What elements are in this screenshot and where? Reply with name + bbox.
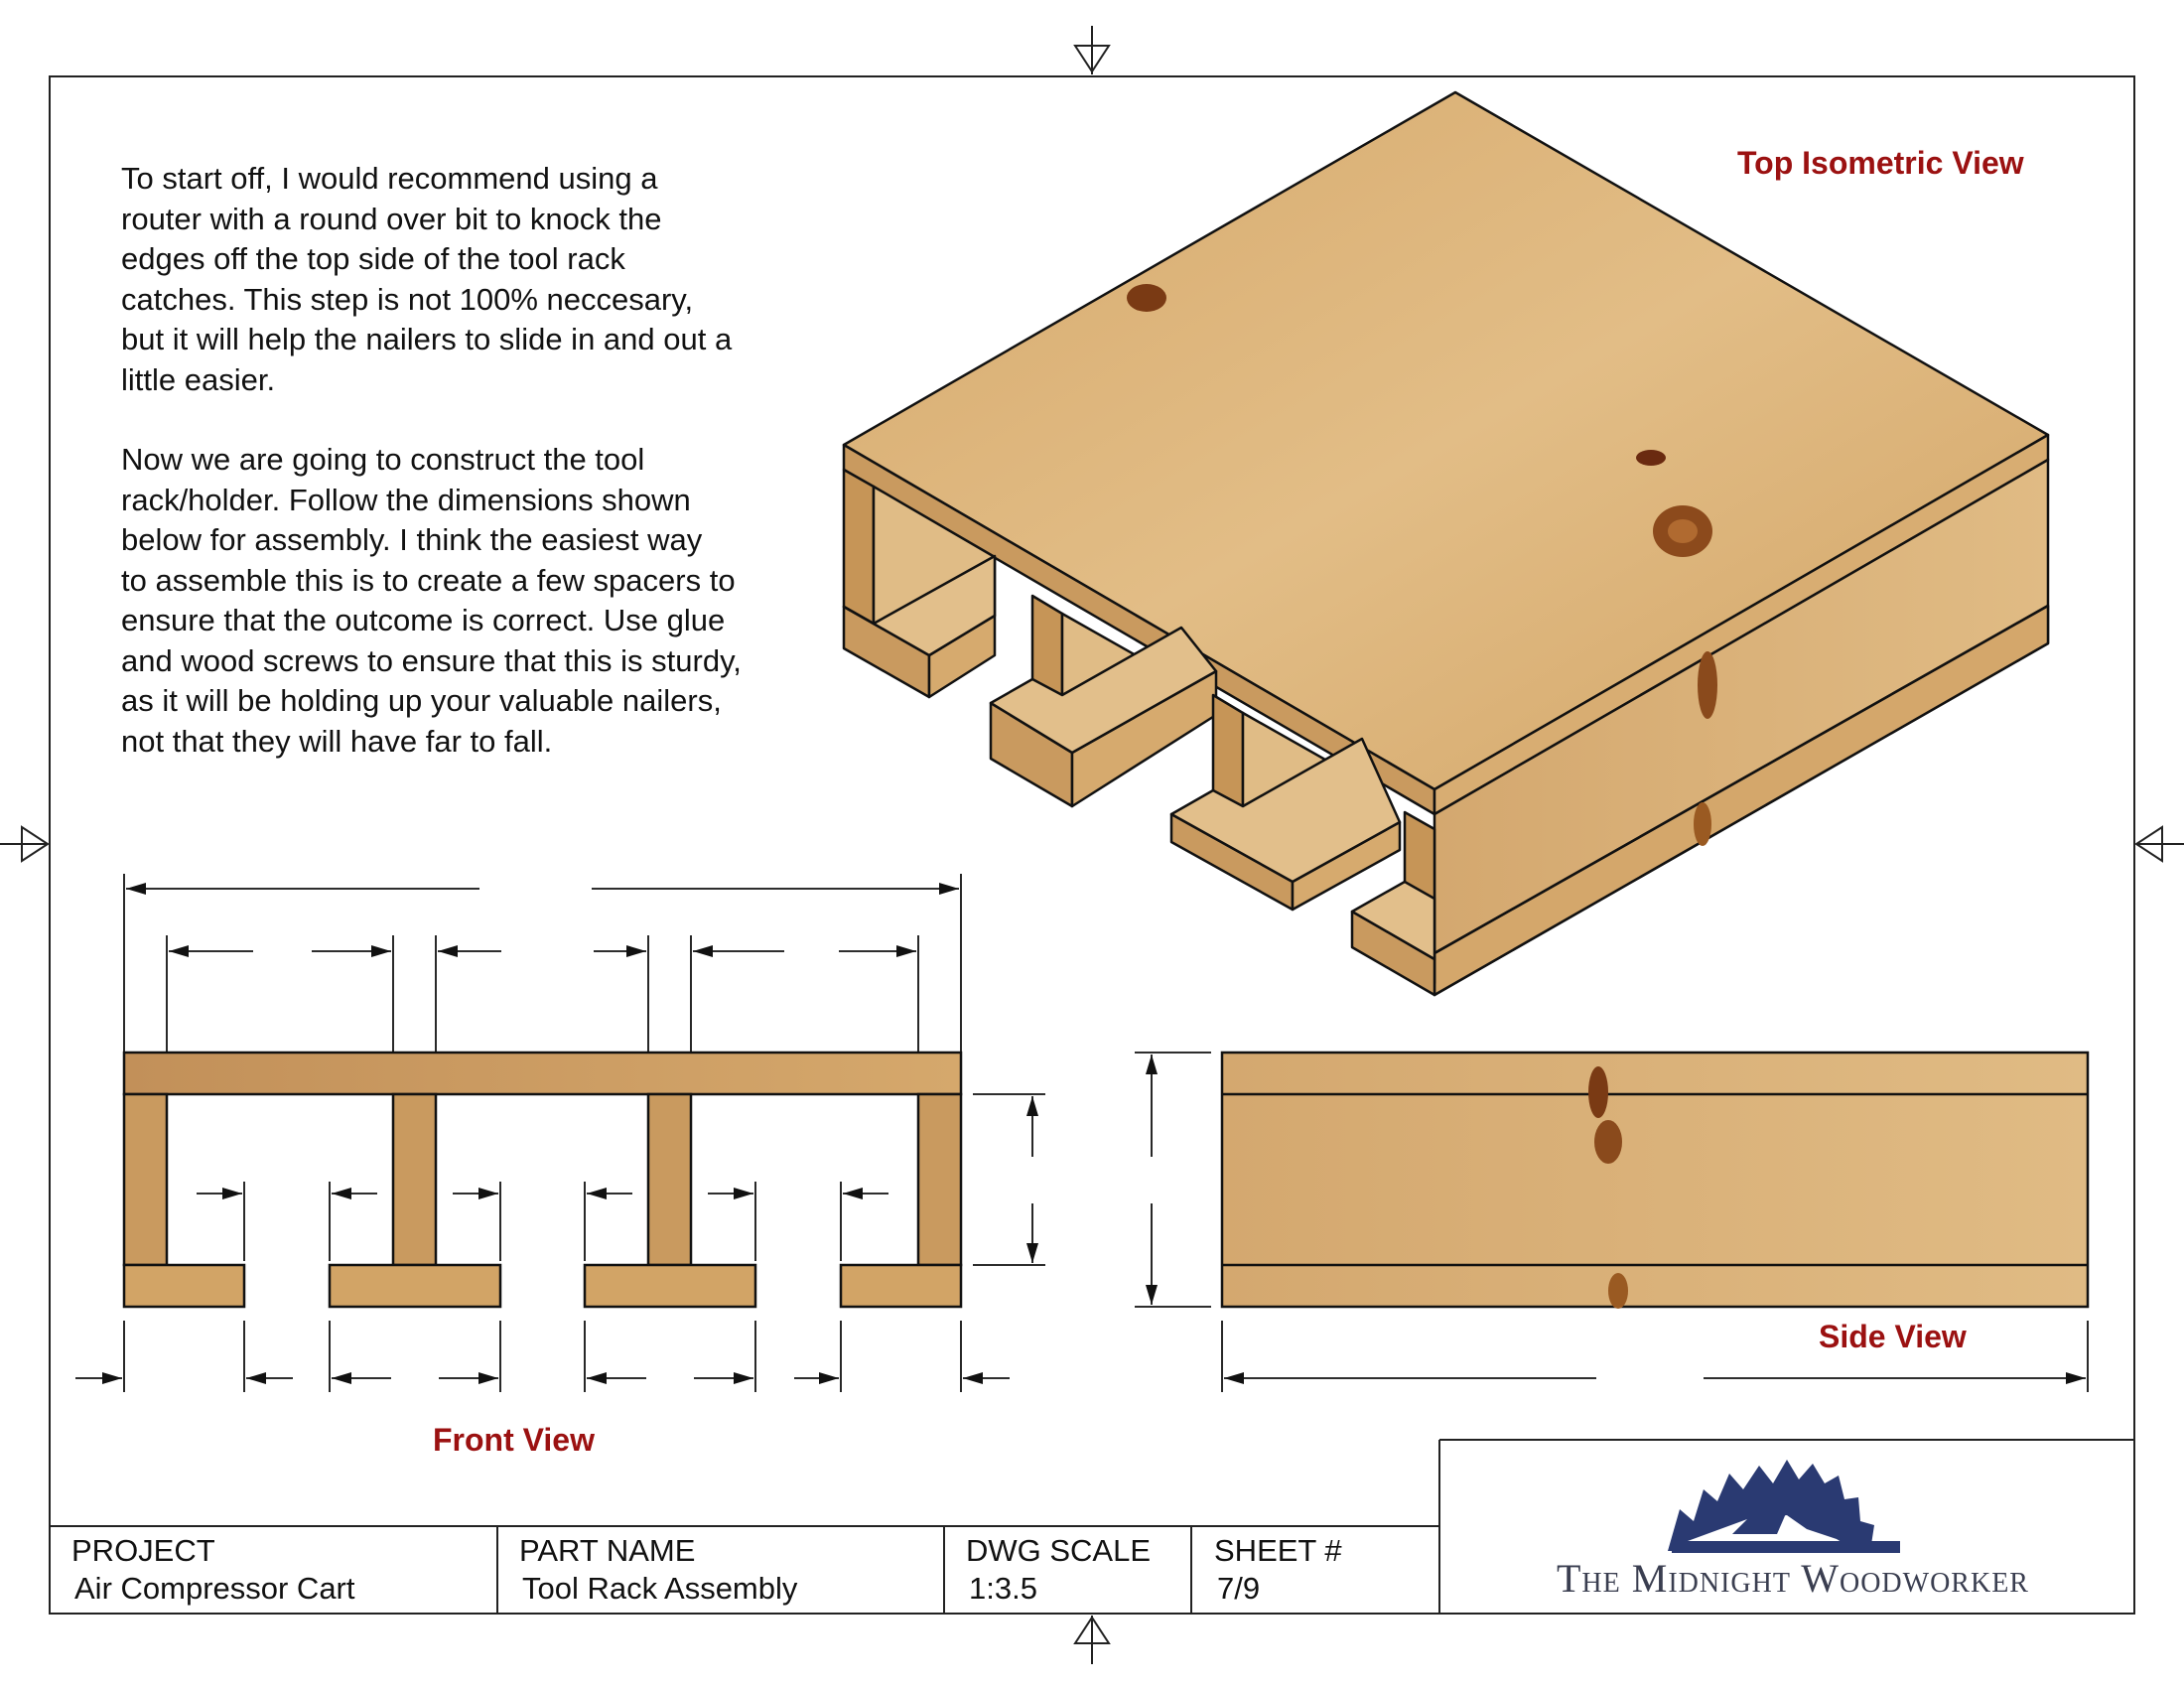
front-leg-2	[393, 1094, 436, 1265]
brand-name: The Midnight Woodworker	[1557, 1556, 2029, 1601]
front-leg-3	[648, 1094, 691, 1265]
front-dimensions	[75, 874, 1045, 1392]
isometric-view	[844, 92, 2048, 995]
project-value: Air Compressor Cart	[74, 1571, 355, 1606]
dwg-scale-value: 1:3.5	[969, 1571, 1037, 1606]
project-label: PROJECT	[71, 1533, 215, 1568]
sheet-number-value: 7/9	[1217, 1571, 1261, 1606]
front-view	[124, 1053, 961, 1307]
instructions-paragraph-2: Now we are going to construct the tool rack/holder. Follow the dimensions shown below for assembly. I think the easiest way to assemble this is to create a few spacers to ensure that the outcome is correct. Use glue and wood screws to ensure that this is sturdy, as it will be holding up your valuable nailers, not that they will have far to fall.	[121, 442, 742, 759]
dwg-scale-label: DWG SCALE	[966, 1533, 1152, 1568]
sheet-number-label: SHEET #	[1214, 1533, 1342, 1568]
part-name-label: PART NAME	[519, 1533, 696, 1568]
front-foot-2	[330, 1265, 500, 1307]
top-isometric-view-label: Top Isometric View	[1737, 145, 2024, 181]
instructions-paragraph-1: To start off, I would recommend using a router with a round over bit to knock the edges off the top side of the tool rack catches. This step is not 100% neccesary, but it will help the nailers to slide in and out a little easier.	[121, 161, 733, 397]
part-name-value: Tool Rack Assembly	[522, 1571, 798, 1606]
side-view	[1222, 1053, 2088, 1309]
front-view-label: Front View	[433, 1422, 595, 1458]
side-panel	[1222, 1053, 2088, 1307]
side-view-label: Side View	[1819, 1319, 1967, 1354]
front-leg-1	[124, 1094, 167, 1265]
front-foot-1	[124, 1265, 244, 1307]
front-leg-4	[918, 1094, 961, 1265]
front-foot-4	[841, 1265, 961, 1307]
front-top-board	[124, 1053, 961, 1094]
front-foot-3	[585, 1265, 755, 1307]
instructions	[121, 159, 816, 801]
logo-saw-icon	[1668, 1460, 1900, 1553]
